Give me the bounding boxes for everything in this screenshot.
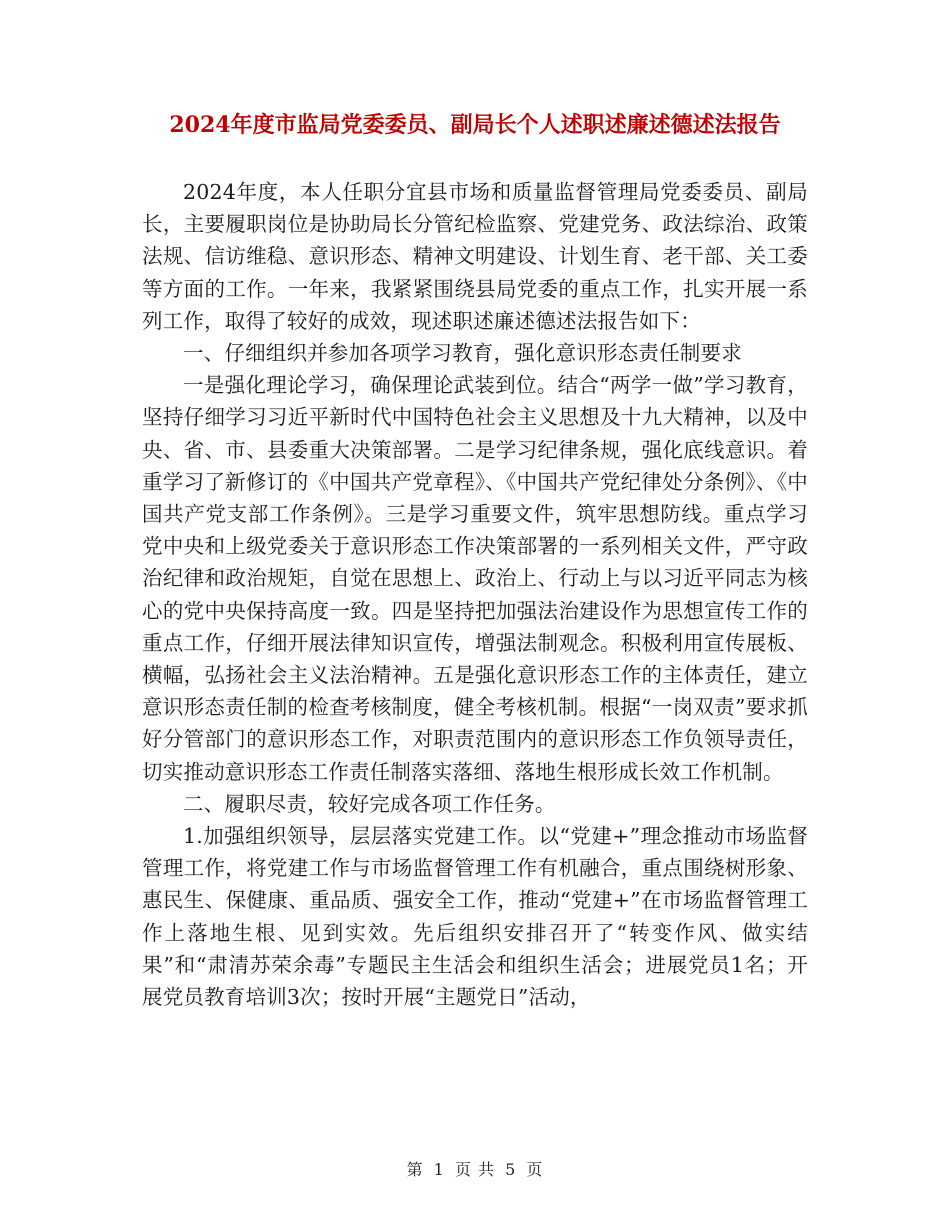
section-heading-2: 二、履职尽责，较好完成各项工作任务。 [183,791,556,816]
current-page-number: 1 [433,1160,445,1179]
paragraph-study: 一是强化理论学习，确保理论武装到位。结合“两学一做”学习教育，坚持仔细学习习近平新时代中国特色社会主义思想及十九大精神，以及中央、省、市、县委重大决策部署。二是学习纪律条规，强化底线意识。着重学习了新修订的《中国共产党章程》、《中国共产党纪律处分条例》、《中国共产党支部工作条例》。三是学习重要文件，筑牢思想防线。重点学习党中央和上级党委关于意识形态工作决策部署的一系列相关文件，严守政治纪律和政治规矩，自觉在思想上、政治上、行动上与以习近平同志为核心的党中央保持高度一致。四是坚持把加强法治建设作为思想宣传工作的重点工作，仔细开展法律知识宣传，增强法制观念。积极利用宣传展板、横幅，弘扬社会主义法治精神。五是强化意识形态工作的主体责任，建立意识形态责任制的检查考核制度，健全考核机制。根据“一岗双责”要求抓好分管部门的意识形态工作，对职责范围内的意识形态工作负领导责任，切实推动意识形态工作责任制落实落细、落地生根形成长效工作机制。 [142,373,808,784]
paragraph-party-building: 1.加强组织领导，层层落实党建工作。以“党建+”理念推动市场监督管理工作，将党建工作与市场监督管理工作有机融合，重点围绕树形象、惠民生、保健康、重品质、强安全工作，推动“党建+”在市场监督管理工作上落地生根、见到实效。先后组织安排召开了“转变作风、做实结果”和“肃清苏荣余毒”专题民主生活会和组织生活会；进展党员1名；开展党员教育培训3次；按时开展“主题党日”活动， [142,824,808,1010]
section-heading-1: 一、仔细组织并参加各项学习教育，强化意识形态责任制要求 [183,341,742,366]
paragraph-intro: 2024年度，本人任职分宜县市场和质量监督管理局党委委员、副局长，主要履职岗位是协助局长分管纪检监察、党建党务、政法综治、政策法规、信访维稳、意识形态、精神文明建设、计划生育、老干部、关工委等方面的工作。一年来，我紧紧围绕县局党委的重点工作，扎实开展一系列工作，取得了较好的成效，现述职述廉述德述法报告如下： [142,180,808,333]
document-title: 2024年度市监局党委委员、副局长个人述职述廉述德述法报告 [169,112,781,138]
page-footer [0,1157,950,1180]
footer-prefix: 第 [406,1160,424,1179]
document-body [142,176,808,1013]
footer-middle: 页 共 [454,1160,496,1179]
total-page-count: 5 [505,1160,517,1179]
footer-suffix: 页 [526,1160,544,1179]
